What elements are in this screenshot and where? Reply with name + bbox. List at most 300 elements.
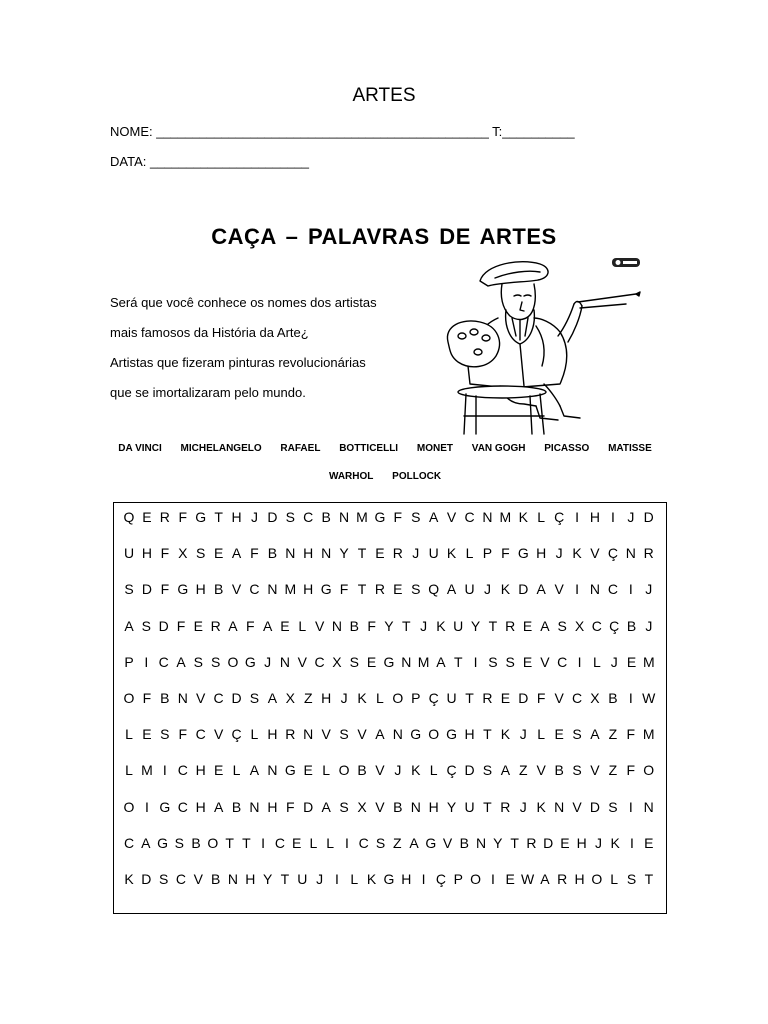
- grid-letter[interactable]: D: [303, 798, 314, 815]
- grid-letter[interactable]: S: [193, 653, 203, 670]
- grid-letter[interactable]: K: [572, 545, 582, 562]
- grid-letter[interactable]: E: [375, 545, 385, 562]
- grid-letter[interactable]: C: [123, 834, 135, 851]
- grid-letter[interactable]: E: [505, 871, 515, 887]
- grid-letter[interactable]: N: [476, 834, 487, 851]
- grid-letter[interactable]: Y: [470, 617, 481, 634]
- grid-letter[interactable]: H: [141, 545, 152, 562]
- grid-letter[interactable]: G: [244, 653, 256, 670]
- grid-letter[interactable]: J: [420, 617, 428, 634]
- grid-letter[interactable]: N: [267, 581, 278, 598]
- grid-letter[interactable]: E: [142, 509, 152, 525]
- grid-letter[interactable]: J: [627, 509, 635, 525]
- grid-letter[interactable]: M: [499, 509, 512, 525]
- grid-letter[interactable]: C: [177, 762, 188, 779]
- grid-letter[interactable]: Z: [519, 762, 528, 779]
- grid-letter[interactable]: F: [178, 509, 188, 525]
- grid-letter[interactable]: V: [590, 545, 600, 562]
- grid-letter[interactable]: C: [464, 509, 475, 525]
- grid-letter[interactable]: T: [510, 834, 519, 851]
- grid-letter[interactable]: A: [249, 762, 260, 779]
- grid-letter[interactable]: D: [158, 617, 169, 634]
- grid-letter[interactable]: V: [442, 834, 453, 851]
- grid-letter[interactable]: A: [446, 581, 457, 598]
- grid-letter[interactable]: K: [124, 871, 134, 887]
- grid-letter[interactable]: C: [175, 871, 187, 887]
- grid-letter[interactable]: T: [242, 834, 251, 851]
- grid-letter[interactable]: I: [334, 871, 339, 887]
- grid-letter[interactable]: M: [356, 509, 368, 525]
- grid-letter[interactable]: V: [554, 690, 564, 706]
- grid-letter[interactable]: E: [393, 581, 403, 598]
- grid-letter[interactable]: I: [628, 798, 633, 815]
- grid-letter[interactable]: A: [262, 617, 273, 634]
- grid-letter[interactable]: P: [411, 690, 421, 706]
- grid-letter[interactable]: B: [267, 545, 278, 562]
- grid-letter[interactable]: U: [446, 690, 457, 706]
- grid-letter[interactable]: I: [345, 834, 349, 851]
- grid-letter[interactable]: M: [417, 653, 430, 670]
- grid-letter[interactable]: I: [610, 509, 615, 525]
- grid-letter[interactable]: I: [630, 834, 634, 851]
- grid-letter[interactable]: I: [490, 871, 495, 887]
- grid-letter[interactable]: N: [177, 690, 188, 706]
- grid-letter[interactable]: N: [249, 798, 260, 815]
- grid-letter[interactable]: A: [500, 762, 511, 779]
- grid-letter[interactable]: J: [483, 581, 491, 598]
- grid-letter[interactable]: T: [357, 545, 367, 562]
- grid-letter[interactable]: G: [320, 581, 332, 598]
- grid-letter[interactable]: L: [326, 834, 335, 851]
- grid-letter[interactable]: I: [144, 798, 149, 815]
- grid-letter[interactable]: J: [340, 690, 348, 706]
- grid-letter[interactable]: B: [160, 690, 170, 706]
- grid-letter[interactable]: A: [176, 653, 186, 670]
- grid-letter[interactable]: X: [178, 545, 188, 562]
- grid-letter[interactable]: U: [464, 798, 475, 815]
- grid-letter[interactable]: E: [280, 617, 290, 634]
- grid-letter[interactable]: J: [412, 545, 420, 562]
- grid-letter[interactable]: N: [267, 762, 278, 779]
- grid-letter[interactable]: Y: [446, 798, 457, 815]
- grid-letter[interactable]: B: [191, 834, 201, 851]
- grid-letter[interactable]: T: [483, 798, 492, 815]
- grid-letter[interactable]: G: [383, 653, 395, 670]
- grid-letter[interactable]: L: [125, 762, 133, 779]
- grid-letter[interactable]: J: [264, 653, 272, 670]
- grid-letter[interactable]: D: [518, 581, 529, 598]
- grid-letter[interactable]: H: [464, 726, 475, 743]
- grid-letter[interactable]: O: [470, 871, 481, 887]
- grid-letter[interactable]: Y: [384, 617, 394, 634]
- grid-letter[interactable]: T: [483, 726, 492, 743]
- grid-letter[interactable]: B: [357, 762, 367, 779]
- grid-letter[interactable]: J: [555, 545, 563, 562]
- grid-letter[interactable]: K: [411, 762, 421, 779]
- grid-letter[interactable]: U: [453, 617, 464, 634]
- grid-letter[interactable]: A: [540, 617, 550, 634]
- grid-letter[interactable]: J: [519, 798, 527, 815]
- grid-letter[interactable]: F: [160, 545, 170, 562]
- grid-letter[interactable]: P: [124, 653, 134, 670]
- grid-letter[interactable]: D: [141, 581, 152, 598]
- grid-letter[interactable]: P: [482, 545, 493, 562]
- grid-letter[interactable]: S: [482, 762, 493, 779]
- grid-letter[interactable]: D: [464, 762, 475, 779]
- grid-letter[interactable]: E: [500, 690, 511, 706]
- grid-letter[interactable]: K: [357, 690, 367, 706]
- grid-letter[interactable]: J: [610, 653, 618, 670]
- grid-letter[interactable]: N: [285, 545, 296, 562]
- grid-letter[interactable]: R: [210, 617, 221, 634]
- grid-letter[interactable]: F: [160, 581, 170, 598]
- grid-letter[interactable]: L: [309, 834, 318, 851]
- grid-letter[interactable]: I: [575, 509, 579, 525]
- grid-letter[interactable]: L: [125, 726, 133, 743]
- grid-letter[interactable]: E: [291, 834, 302, 851]
- grid-letter[interactable]: B: [321, 509, 331, 525]
- grid-letter[interactable]: C: [607, 581, 618, 598]
- grid-letter[interactable]: L: [537, 726, 546, 743]
- grid-letter[interactable]: F: [501, 545, 510, 562]
- grid-letter[interactable]: T: [225, 834, 234, 851]
- grid-letter[interactable]: Ç: [607, 545, 618, 562]
- grid-letter[interactable]: B: [554, 762, 564, 779]
- grid-letter[interactable]: E: [213, 762, 224, 779]
- grid-letter[interactable]: Z: [303, 690, 313, 706]
- grid-letter[interactable]: J: [250, 509, 258, 525]
- grid-letter[interactable]: K: [536, 798, 546, 815]
- grid-letter[interactable]: M: [642, 726, 655, 743]
- grid-letter[interactable]: V: [314, 617, 325, 634]
- grid-letter[interactable]: X: [285, 690, 295, 706]
- grid-letter[interactable]: Z: [608, 762, 618, 779]
- grid-letter[interactable]: S: [160, 726, 170, 743]
- grid-letter[interactable]: L: [610, 871, 619, 887]
- grid-letter[interactable]: I: [575, 581, 579, 598]
- grid-letter[interactable]: C: [274, 834, 285, 851]
- grid-letter[interactable]: R: [482, 690, 493, 706]
- grid-letter[interactable]: R: [159, 509, 170, 525]
- grid-letter[interactable]: O: [643, 762, 655, 779]
- grid-letter[interactable]: V: [321, 726, 331, 743]
- grid-letter[interactable]: U: [297, 871, 308, 887]
- grid-letter[interactable]: K: [610, 834, 620, 851]
- grid-letter[interactable]: L: [537, 509, 546, 525]
- grid-letter[interactable]: E: [554, 726, 564, 743]
- grid-letter[interactable]: G: [383, 871, 395, 887]
- grid-letter[interactable]: H: [195, 581, 206, 598]
- grid-letter[interactable]: V: [446, 509, 457, 525]
- grid-letter[interactable]: O: [207, 834, 219, 851]
- grid-letter[interactable]: Ç: [435, 871, 446, 887]
- grid-letter[interactable]: H: [589, 509, 601, 525]
- grid-letter[interactable]: K: [518, 509, 528, 525]
- grid-letter[interactable]: Z: [608, 726, 618, 743]
- grid-letter[interactable]: R: [643, 545, 654, 562]
- grid-letter[interactable]: T: [465, 690, 474, 706]
- grid-letter[interactable]: L: [250, 726, 259, 743]
- grid-letter[interactable]: Y: [493, 834, 503, 851]
- grid-letter[interactable]: Ç: [428, 690, 439, 706]
- grid-letter[interactable]: C: [557, 653, 568, 670]
- grid-letter[interactable]: I: [577, 653, 582, 670]
- grid-letter[interactable]: S: [557, 617, 567, 634]
- grid-letter[interactable]: G: [159, 798, 171, 815]
- grid-letter[interactable]: E: [142, 726, 152, 743]
- grid-letter[interactable]: H: [195, 798, 206, 815]
- grid-letter[interactable]: H: [267, 726, 278, 743]
- grid-letter[interactable]: C: [213, 690, 224, 706]
- grid-letter[interactable]: O: [123, 798, 135, 815]
- grid-letter[interactable]: V: [375, 798, 385, 815]
- grid-letter[interactable]: V: [196, 690, 206, 706]
- grid-letter[interactable]: N: [339, 509, 350, 525]
- grid-letter[interactable]: J: [645, 617, 653, 634]
- grid-letter[interactable]: Ç: [446, 762, 457, 779]
- grid-letter[interactable]: J: [394, 762, 402, 779]
- grid-letter[interactable]: T: [644, 871, 654, 887]
- grid-letter[interactable]: E: [522, 617, 533, 634]
- grid-letter[interactable]: F: [339, 581, 349, 598]
- grid-letter[interactable]: M: [284, 581, 297, 598]
- grid-letter[interactable]: O: [338, 762, 350, 779]
- grid-letter[interactable]: C: [177, 798, 188, 815]
- grid-letter[interactable]: J: [519, 726, 527, 743]
- grid-letter[interactable]: A: [590, 726, 600, 743]
- grid-letter[interactable]: R: [374, 581, 385, 598]
- grid-letter[interactable]: Ç: [554, 509, 565, 525]
- grid-letter[interactable]: A: [231, 545, 242, 562]
- grid-letter[interactable]: N: [625, 545, 636, 562]
- grid-letter[interactable]: S: [608, 798, 618, 815]
- grid-letter[interactable]: H: [303, 545, 314, 562]
- grid-letter[interactable]: F: [626, 726, 636, 743]
- grid-letter[interactable]: W: [520, 871, 535, 887]
- grid-letter[interactable]: R: [505, 617, 516, 634]
- grid-letter[interactable]: L: [376, 690, 384, 706]
- grid-letter[interactable]: T: [357, 581, 367, 598]
- grid-letter[interactable]: A: [124, 617, 134, 634]
- grid-letter[interactable]: S: [411, 509, 421, 525]
- grid-letter[interactable]: G: [177, 581, 189, 598]
- grid-letter[interactable]: C: [303, 509, 314, 525]
- name-field-line[interactable]: NOME: ______________________________________________ T:__________: [110, 124, 575, 139]
- grid-letter[interactable]: A: [228, 617, 238, 634]
- grid-letter[interactable]: I: [628, 690, 633, 706]
- grid-letter[interactable]: T: [453, 653, 463, 670]
- grid-letter[interactable]: K: [366, 871, 377, 887]
- grid-letter[interactable]: B: [459, 834, 469, 851]
- grid-letter[interactable]: Q: [123, 509, 135, 525]
- grid-letter[interactable]: N: [643, 798, 654, 815]
- grid-letter[interactable]: H: [576, 834, 587, 851]
- grid-letter[interactable]: D: [141, 871, 152, 887]
- grid-letter[interactable]: D: [267, 509, 278, 525]
- grid-letter[interactable]: N: [331, 617, 342, 634]
- grid-letter[interactable]: H: [231, 509, 242, 525]
- grid-letter[interactable]: E: [213, 545, 224, 562]
- grid-letter[interactable]: G: [157, 834, 168, 851]
- grid-letter[interactable]: N: [392, 726, 403, 743]
- grid-letter[interactable]: O: [591, 871, 603, 887]
- grid-letter[interactable]: H: [401, 871, 412, 887]
- grid-letter[interactable]: A: [536, 581, 546, 598]
- grid-letter[interactable]: V: [572, 798, 582, 815]
- grid-letter[interactable]: F: [536, 690, 546, 706]
- grid-letter[interactable]: E: [644, 834, 654, 851]
- grid-letter[interactable]: G: [410, 726, 422, 743]
- grid-letter[interactable]: V: [540, 653, 550, 670]
- grid-letter[interactable]: F: [176, 617, 186, 634]
- grid-letter[interactable]: I: [421, 871, 426, 887]
- grid-letter[interactable]: V: [590, 762, 600, 779]
- grid-letter[interactable]: R: [285, 726, 296, 743]
- grid-letter[interactable]: X: [357, 798, 367, 815]
- grid-letter[interactable]: G: [446, 726, 458, 743]
- grid-letter[interactable]: N: [321, 545, 332, 562]
- grid-letter[interactable]: L: [592, 653, 601, 670]
- grid-letter[interactable]: N: [554, 798, 565, 815]
- grid-letter[interactable]: F: [250, 545, 259, 562]
- grid-letter[interactable]: A: [267, 690, 278, 706]
- grid-letter[interactable]: S: [210, 653, 221, 670]
- grid-letter[interactable]: C: [249, 581, 260, 598]
- date-field-line[interactable]: DATA: ______________________: [110, 154, 310, 169]
- grid-letter[interactable]: C: [314, 653, 325, 670]
- grid-letter[interactable]: V: [297, 653, 307, 670]
- grid-letter[interactable]: A: [429, 509, 439, 525]
- grid-letter[interactable]: N: [410, 798, 421, 815]
- grid-letter[interactable]: F: [178, 726, 188, 743]
- grid-letter[interactable]: O: [428, 726, 440, 743]
- grid-letter[interactable]: V: [231, 581, 242, 598]
- grid-letter[interactable]: H: [195, 762, 206, 779]
- grid-letter[interactable]: A: [213, 798, 224, 815]
- grid-letter[interactable]: F: [246, 617, 255, 634]
- grid-letter[interactable]: U: [428, 545, 439, 562]
- grid-letter[interactable]: E: [366, 653, 377, 670]
- grid-letter[interactable]: H: [267, 798, 278, 815]
- grid-letter[interactable]: N: [589, 581, 601, 598]
- grid-letter[interactable]: V: [375, 762, 385, 779]
- grid-letter[interactable]: A: [321, 798, 331, 815]
- grid-letter[interactable]: T: [280, 871, 290, 887]
- grid-letter[interactable]: B: [231, 798, 242, 815]
- grid-letter[interactable]: Z: [392, 834, 402, 851]
- grid-letter[interactable]: O: [227, 653, 239, 670]
- grid-letter[interactable]: G: [195, 509, 207, 525]
- grid-letter[interactable]: A: [540, 871, 550, 887]
- grid-letter[interactable]: F: [286, 798, 295, 815]
- grid-letter[interactable]: X: [332, 653, 342, 670]
- grid-letter[interactable]: I: [144, 653, 149, 670]
- grid-letter[interactable]: L: [232, 762, 241, 779]
- grid-letter[interactable]: S: [124, 581, 134, 598]
- grid-letter[interactable]: B: [626, 617, 637, 634]
- grid-letter[interactable]: I: [473, 653, 478, 670]
- grid-letter[interactable]: V: [554, 581, 564, 598]
- grid-letter[interactable]: U: [123, 545, 135, 562]
- grid-letter[interactable]: B: [210, 871, 221, 887]
- grid-letter[interactable]: X: [574, 617, 585, 634]
- grid-letter[interactable]: S: [572, 762, 582, 779]
- grid-letter[interactable]: I: [628, 581, 633, 598]
- grid-letter[interactable]: G: [425, 834, 437, 851]
- grid-letter[interactable]: Ç: [231, 726, 242, 743]
- grid-letter[interactable]: A: [141, 834, 151, 851]
- grid-letter[interactable]: V: [357, 726, 367, 743]
- grid-letter[interactable]: W: [642, 690, 656, 706]
- grid-letter[interactable]: B: [349, 617, 359, 634]
- grid-letter[interactable]: S: [249, 690, 260, 706]
- grid-letter[interactable]: S: [505, 653, 515, 670]
- grid-letter[interactable]: S: [375, 834, 386, 851]
- grid-letter[interactable]: K: [500, 726, 511, 743]
- grid-letter[interactable]: D: [643, 509, 654, 525]
- grid-letter[interactable]: P: [453, 871, 463, 887]
- grid-letter[interactable]: C: [358, 834, 369, 851]
- grid-letter[interactable]: F: [367, 617, 376, 634]
- grid-letter[interactable]: S: [174, 834, 184, 851]
- grid-letter[interactable]: C: [591, 617, 602, 634]
- grid-letter[interactable]: M: [141, 762, 153, 779]
- grid-letter[interactable]: E: [193, 617, 203, 634]
- grid-letter[interactable]: J: [316, 871, 324, 887]
- grid-letter[interactable]: T: [401, 617, 411, 634]
- grid-letter[interactable]: S: [158, 871, 169, 887]
- grid-letter[interactable]: H: [574, 871, 585, 887]
- grid-letter[interactable]: O: [123, 690, 135, 706]
- grid-letter[interactable]: J: [645, 581, 653, 598]
- grid-letter[interactable]: I: [162, 762, 167, 779]
- grid-letter[interactable]: T: [214, 509, 223, 525]
- grid-letter[interactable]: C: [195, 726, 206, 743]
- grid-letter[interactable]: X: [590, 690, 600, 706]
- grid-letter[interactable]: N: [482, 509, 493, 525]
- grid-letter[interactable]: M: [643, 653, 655, 670]
- grid-letter[interactable]: E: [560, 834, 570, 851]
- grid-letter[interactable]: A: [375, 726, 385, 743]
- grid-letter[interactable]: S: [196, 545, 206, 562]
- grid-letter[interactable]: C: [571, 690, 583, 706]
- grid-letter[interactable]: E: [303, 762, 313, 779]
- grid-letter[interactable]: V: [193, 871, 203, 887]
- grid-letter[interactable]: L: [465, 545, 474, 562]
- grid-letter[interactable]: S: [411, 581, 421, 598]
- grid-letter[interactable]: G: [517, 545, 529, 562]
- grid-letter[interactable]: R: [392, 545, 403, 562]
- grid-letter[interactable]: C: [158, 653, 169, 670]
- grid-letter[interactable]: K: [436, 617, 446, 634]
- grid-letter[interactable]: R: [526, 834, 537, 851]
- grid-letter[interactable]: G: [374, 509, 386, 525]
- grid-letter[interactable]: B: [608, 690, 618, 706]
- grid-letter[interactable]: S: [285, 509, 295, 525]
- grid-letter[interactable]: S: [572, 726, 582, 743]
- grid-letter[interactable]: S: [349, 653, 359, 670]
- grid-letter[interactable]: N: [227, 871, 239, 887]
- grid-letter[interactable]: H: [321, 690, 332, 706]
- grid-letter[interactable]: L: [322, 762, 331, 779]
- grid-letter[interactable]: N: [279, 653, 291, 670]
- grid-letter[interactable]: H: [428, 798, 439, 815]
- grid-letter[interactable]: H: [536, 545, 547, 562]
- grid-letter[interactable]: I: [261, 834, 266, 851]
- grid-letter[interactable]: F: [393, 509, 403, 525]
- grid-letter[interactable]: Y: [339, 545, 349, 562]
- grid-letter[interactable]: S: [339, 726, 349, 743]
